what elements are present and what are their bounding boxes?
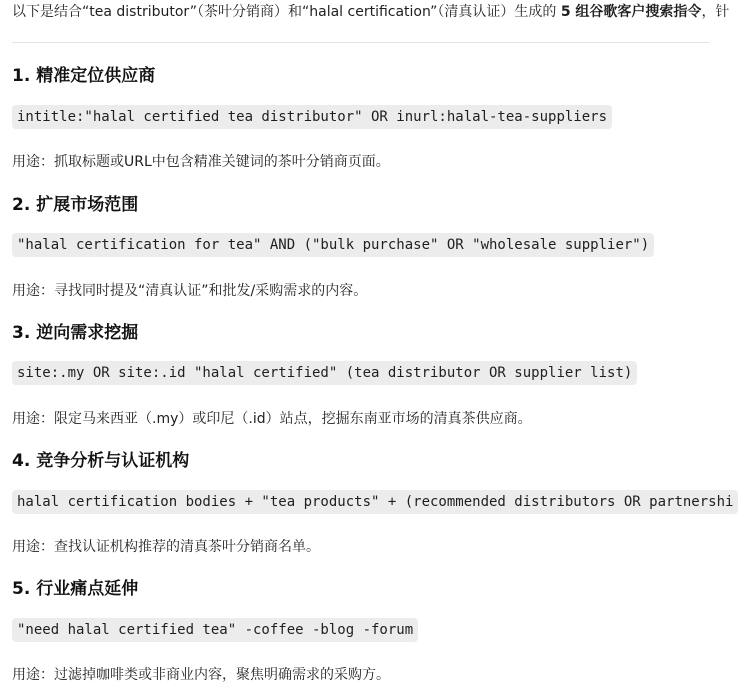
intro-text: 以下是结合“tea distributor”（茶叶分销商）和“halal certification”（清真认证）生成的 [12, 4, 561, 20]
section-2-heading: 2. 扩展市场范围 [12, 195, 139, 215]
section-5-usage-text: 用途：过滤掉咖啡类或非商业内容，聚焦明确需求的采购方。 [12, 667, 390, 683]
section-4-heading: 4. 竞争分析与认证机构 [12, 451, 190, 471]
section-2-usage-text: 用途：寻找同时提及“清真认证”和批发/采购需求的内容。 [12, 283, 368, 299]
intro-text-tail: ，针 [701, 4, 730, 20]
intro-paragraph [12, 2, 729, 22]
section-1-usage-text: 用途：抓取标题或URL中包含精准关键词的茶叶分销商页面。 [12, 154, 390, 170]
section-3-usage-text: 用途：限定马来西亚（.my）或印尼（.id）站点，挖掘东南亚市场的清真茶供应商。 [12, 411, 532, 427]
section-3-search-command[interactable]: site:.my OR site:.id "halal certified" (tea distributor OR supplier list) [12, 361, 637, 385]
section-5-search-command[interactable]: "need halal certified tea" -coffee -blog -forum [12, 618, 418, 642]
section-2-search-command[interactable]: "halal certification for tea" AND ("bulk purchase" OR "wholesale supplier") [12, 233, 654, 257]
section-5-heading: 5. 行业痛点延伸 [12, 579, 139, 599]
horizontal-divider [12, 42, 709, 43]
section-4-usage-text: 用途：查找认证机构推荐的清真茶叶分销商名单。 [12, 539, 320, 555]
intro-bold-text: 5 组谷歌客户搜索指令 [560, 4, 702, 20]
section-4-search-command[interactable]: halal certification bodies + "tea products" + (recommended distributors OR partnershi [12, 490, 738, 514]
section-3-heading: 3. 逆向需求挖掘 [12, 323, 139, 343]
section-1-search-command[interactable]: intitle:"halal certified tea distributor" OR inurl:halal-tea-suppliers [12, 105, 612, 129]
section-1-heading: 1. 精准定位供应商 [12, 66, 156, 86]
